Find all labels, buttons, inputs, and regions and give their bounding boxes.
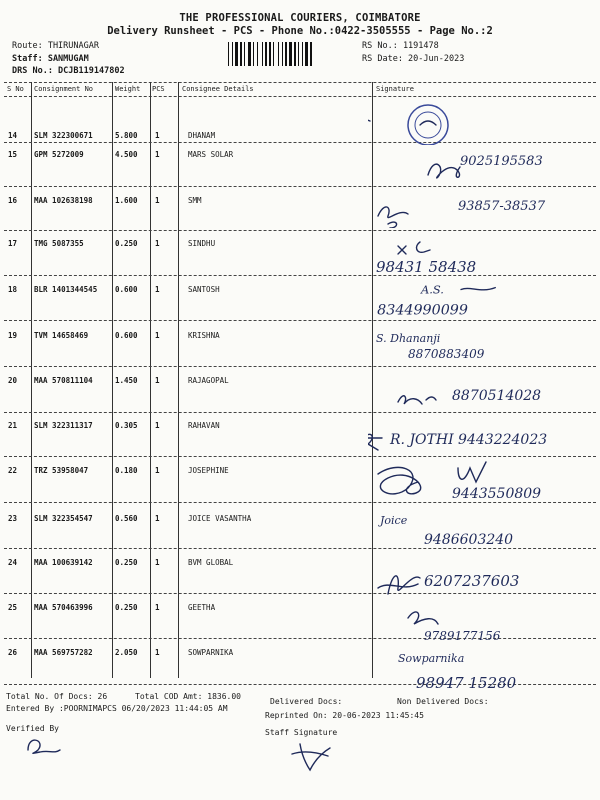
- cell-sno: 17: [8, 239, 18, 248]
- cell-consignee: RAHAVAN: [188, 421, 220, 430]
- cell-pcs: 1: [155, 196, 160, 205]
- cell-consignment: MAA 569757282: [34, 648, 93, 657]
- cell-consignee: MARS SOLAR: [188, 150, 234, 159]
- table-top-rule: [4, 82, 596, 83]
- row-separator: [4, 230, 596, 231]
- cell-sno: 16: [8, 196, 18, 205]
- row-separator: [4, 502, 596, 503]
- cell-weight: 0.600: [115, 331, 138, 340]
- cell-weight: 4.500: [115, 150, 138, 159]
- signature-text: 9789177156: [424, 629, 501, 643]
- col-header-weight: Weight: [115, 85, 141, 93]
- cell-pcs: 1: [155, 285, 160, 294]
- cell-pcs: 1: [155, 514, 160, 523]
- cell-sno: 24: [8, 558, 18, 567]
- signature-name: A.S.: [421, 282, 444, 297]
- col-header-sno: S No: [7, 85, 24, 93]
- signature-row-17: [368, 234, 594, 274]
- cell-consignment: MAA 100639142: [34, 558, 93, 567]
- row-separator: [4, 366, 596, 367]
- cell-sno: 14: [8, 131, 18, 140]
- row-separator: [4, 186, 596, 187]
- row-separator: [4, 320, 596, 321]
- cell-pcs: 1: [155, 603, 160, 612]
- cell-consignee: SANTOSH: [188, 285, 220, 294]
- col-header-signature: Signature: [376, 85, 414, 93]
- cell-consignment: SLM 322311317: [34, 421, 93, 430]
- non-delivered-docs: Non Delivered Docs:: [397, 697, 489, 706]
- staff-signature: [288, 738, 348, 778]
- cell-consignee: GEETHA: [188, 603, 216, 612]
- cell-consignment: MAA 570463996: [34, 603, 93, 612]
- cell-weight: 0.250: [115, 239, 138, 248]
- signature-row-23: [368, 508, 594, 548]
- cell-weight: 1.600: [115, 196, 138, 205]
- barcode: [228, 42, 356, 66]
- cell-pcs: 1: [155, 466, 160, 475]
- cell-weight: 5.800: [115, 131, 138, 140]
- signature-name: Sowparnika: [398, 652, 465, 665]
- cell-consignee: RAJAGOPAL: [188, 376, 229, 385]
- signature-row-24: [368, 562, 594, 602]
- company-title: THE PROFESSIONAL COURIERS, COIMBATORE: [179, 12, 421, 24]
- total-cod: Total COD Amt: 1836.00: [135, 692, 241, 701]
- rs-number: RS No.: 1191478: [362, 41, 439, 51]
- delivered-docs: Delivered Docs:: [270, 697, 343, 706]
- row-separator: [4, 412, 596, 413]
- staff-signature-label: Staff Signature: [265, 728, 338, 737]
- cell-weight: 0.305: [115, 421, 138, 430]
- col-header-consignment: Consignment No: [34, 85, 94, 93]
- cell-consignment: TMG 5087355: [34, 239, 84, 248]
- header-right-block: [362, 40, 464, 66]
- cell-consignee: SMM: [188, 196, 202, 205]
- row-separator: [4, 548, 596, 549]
- signature-row-19: [368, 322, 594, 362]
- signature-text: 9443550809: [452, 486, 542, 502]
- cell-weight: 0.600: [115, 285, 138, 294]
- entered-by: Entered By :POORNIMAPCS 06/20/2023 11:44:05 AM: [6, 704, 228, 713]
- total-docs: Total No. Of Docs: 26: [6, 692, 108, 701]
- drs-number: DRS No.: DCJB119147802: [12, 66, 125, 76]
- signature-name: S. Dhananji: [376, 332, 441, 345]
- cell-pcs: 1: [155, 648, 160, 657]
- runsheet-subtitle: Delivery Runsheet - PCS - Phone No.:0422-3505555 - Page No.:2: [107, 25, 493, 37]
- signature-row-26: [368, 646, 594, 692]
- signature-row-25: [368, 604, 594, 644]
- cell-sno: 25: [8, 603, 18, 612]
- cell-pcs: 1: [155, 131, 160, 140]
- cell-consignment: BLR 1401344545: [34, 285, 98, 294]
- cell-consignee: KRISHNA: [188, 331, 220, 340]
- staff: Staff: SANMUGAM: [12, 53, 89, 64]
- cell-consignee: SINDHU: [188, 239, 216, 248]
- route: Route: THIRUNAGAR: [12, 41, 99, 51]
- cell-sno: 26: [8, 648, 18, 657]
- cell-sno: 18: [8, 285, 18, 294]
- signature-name: Joice: [380, 514, 408, 527]
- signature-text: 6207237603: [424, 572, 520, 590]
- cell-consignment: GPM 5272009: [34, 150, 84, 159]
- cell-pcs: 1: [155, 421, 160, 430]
- cell-consignment: MAA 102638198: [34, 196, 93, 205]
- reprinted-on: Reprinted On: 20-06-2023 11:45:45: [265, 711, 424, 720]
- signature-row-20: [368, 372, 594, 412]
- cell-consignee: BVM GLOBAL: [188, 558, 234, 567]
- cell-pcs: 1: [155, 150, 160, 159]
- signature-row-14: [368, 95, 594, 145]
- signature-row-21: [368, 420, 594, 460]
- signature-text: R. JOTHI 9443224023: [390, 432, 548, 448]
- cell-pcs: 1: [155, 239, 160, 248]
- rs-date: RS Date: 20-Jun-2023: [362, 54, 465, 64]
- cell-sno: 15: [8, 150, 18, 159]
- cell-weight: 1.450: [115, 376, 138, 385]
- row-separator: [4, 275, 596, 276]
- signature-text: 98947 15280: [416, 674, 517, 692]
- cell-weight: 0.250: [115, 603, 138, 612]
- cell-pcs: 1: [155, 558, 160, 567]
- cell-sno: 23: [8, 514, 18, 523]
- cell-pcs: 1: [155, 331, 160, 340]
- cell-weight: 0.560: [115, 514, 138, 523]
- col-header-consignee: Consignee Details: [182, 85, 254, 93]
- cell-sno: 20: [8, 376, 18, 385]
- cell-consignee: JOICE VASANTHA: [188, 514, 252, 523]
- signature-text: 93857-38537: [458, 199, 546, 214]
- cell-sno: 21: [8, 421, 18, 430]
- signature-text: 8870883409: [408, 347, 485, 361]
- verifier-signature: [20, 730, 80, 760]
- cell-consignment: TVM 14658469: [34, 331, 89, 340]
- cell-consignment: SLM 322354547: [34, 514, 93, 523]
- signature-text: 98431 58438: [376, 258, 477, 274]
- cell-consignment: TRZ 53958047: [34, 466, 89, 475]
- cell-weight: 0.180: [115, 466, 138, 475]
- signature-row-22: [368, 458, 594, 502]
- header-left-block: [12, 40, 125, 78]
- signature-row-16: [368, 188, 594, 228]
- signature-text: 9025195583: [460, 154, 543, 169]
- delivery-stamp: [408, 105, 448, 145]
- signature-text: 9486603240: [424, 532, 514, 548]
- signature-text: 8344990099: [377, 302, 468, 319]
- cell-sno: 22: [8, 466, 18, 475]
- cell-consignment: MAA 570811104: [34, 376, 93, 385]
- cell-sno: 19: [8, 331, 18, 340]
- cell-weight: 0.250: [115, 558, 138, 567]
- signature-row-15: [368, 145, 594, 185]
- cell-weight: 2.050: [115, 648, 138, 657]
- cell-consignee: DHANAM: [188, 131, 216, 140]
- cell-consignee: SOWPARNIKA: [188, 648, 234, 657]
- signature-row-18: [368, 280, 594, 320]
- signature-text: 8870514028: [452, 388, 542, 404]
- cell-pcs: 1: [155, 376, 160, 385]
- cell-consignment: SLM 322300671: [34, 131, 93, 140]
- verified-by-label: Verified By: [6, 724, 59, 733]
- cell-consignee: JOSEPHINE: [188, 466, 229, 475]
- col-header-pcs: PCS: [152, 85, 165, 93]
